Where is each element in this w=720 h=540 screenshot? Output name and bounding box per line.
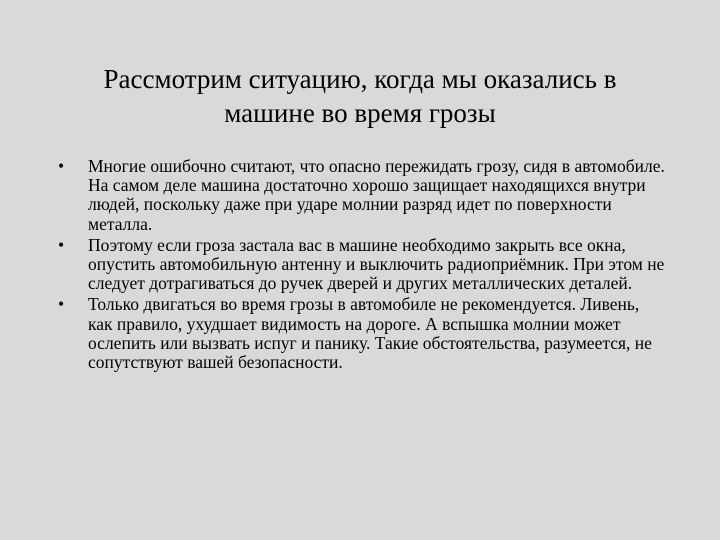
bullet-text: Поэтому если гроза застала вас в машине необходимо закрыть все окна, опустить автомобильную антенну и выключить радиоприёмник. При этом не следует дотрагиваться до ручек дверей и других металлических деталей.: [88, 234, 665, 294]
bullet-list: [56, 157, 668, 374]
bullet-item: [56, 295, 668, 372]
slide-title: Рассмотрим ситуацию, когда мы оказались в машине во время грозы: [103, 64, 617, 128]
bullet-text: Многие ошибочно считают, что опасно пережидать грозу, сидя в автомобиле. На самом деле машина достаточно хорошо защищает находящихся внутри людей, поскольку даже при ударе молнии разряд идет по поверхности металла.: [88, 156, 665, 234]
bullet-dot-icon: •: [58, 294, 65, 315]
bullet-dot-icon: •: [58, 156, 65, 176]
bullet-dot-icon: •: [58, 234, 65, 255]
bullet-text: Только двигаться во время грозы в автомобиле не рекомендуется. Ливень, как правило, ухудшает видимость на дороге. А вспышка молнии может ослепить или вызвать испуг и панику. Такие обстоятельства, разумеется, не сопутствуют вашей безопасности.: [88, 294, 652, 373]
bullet-item: [56, 236, 668, 294]
bullet-item: [56, 157, 668, 234]
